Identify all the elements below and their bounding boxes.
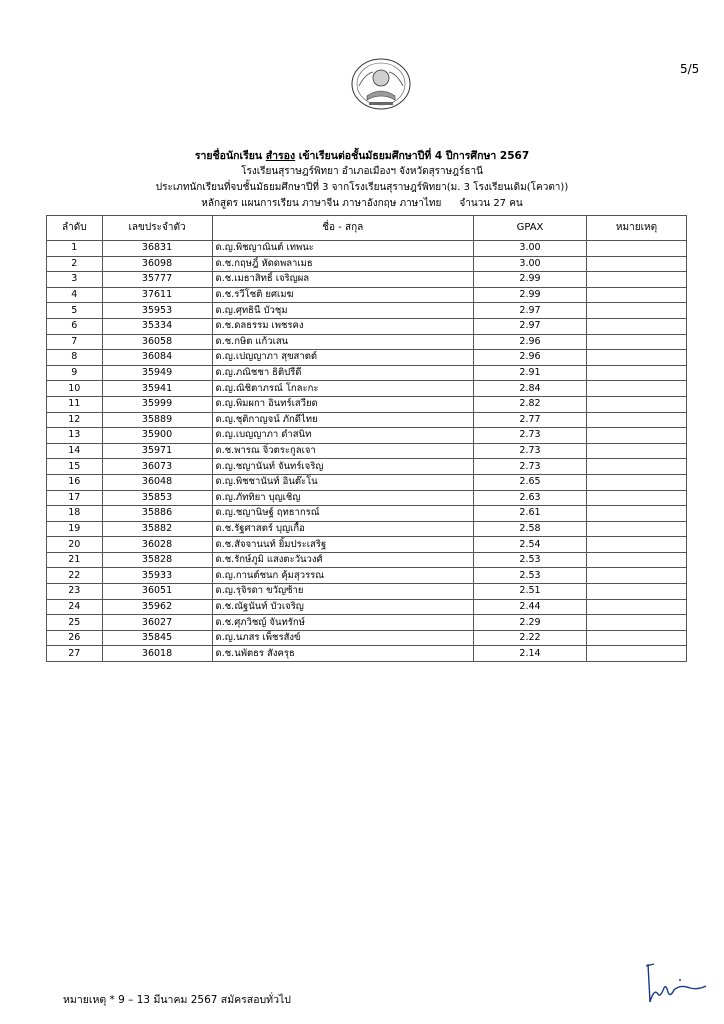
cell-id: 35777 bbox=[102, 272, 212, 288]
cell-no: 4 bbox=[47, 287, 103, 303]
cell-no: 11 bbox=[47, 396, 103, 412]
cell-name: ด.ญ.พิชญาณินต์ เทพนะ bbox=[212, 241, 473, 257]
cell-id: 36084 bbox=[102, 350, 212, 366]
header-id: เลขประจำตัว bbox=[102, 216, 212, 241]
cell-gpax: 2.73 bbox=[473, 443, 586, 459]
cell-id: 36098 bbox=[102, 256, 212, 272]
cell-note bbox=[587, 303, 687, 319]
cell-no: 7 bbox=[47, 334, 103, 350]
cell-id: 35845 bbox=[102, 630, 212, 646]
cell-id: 35971 bbox=[102, 443, 212, 459]
cell-note bbox=[587, 428, 687, 444]
cell-gpax: 2.77 bbox=[473, 412, 586, 428]
page-number: 5/5 bbox=[680, 62, 700, 76]
cell-note bbox=[587, 318, 687, 334]
cell-no: 17 bbox=[47, 490, 103, 506]
cell-id: 35953 bbox=[102, 303, 212, 319]
cell-id: 36027 bbox=[102, 615, 212, 631]
title-prefix: รายชื่อนักเรียน bbox=[194, 150, 266, 162]
cell-gpax: 2.97 bbox=[473, 318, 586, 334]
cell-name: ด.ช.ณัฐนันท์ บัวเจริญ bbox=[212, 599, 473, 615]
cell-id: 35949 bbox=[102, 365, 212, 381]
footer-note: หมายเหตุ * 9 – 13 มีนาคม 2567 สมัครสอบทั่วไป bbox=[63, 994, 291, 1006]
cell-gpax: 2.63 bbox=[473, 490, 586, 506]
table-row bbox=[47, 241, 687, 257]
title-suffix: เข้าเรียนต่อชั้นมัธยมศึกษาปีที่ 4 ปีการศึกษา 2567 bbox=[295, 150, 530, 162]
cell-name: ด.ญ.เบญญาภา ดำสนิท bbox=[212, 428, 473, 444]
cell-gpax: 2.44 bbox=[473, 599, 586, 615]
program-line bbox=[0, 196, 724, 212]
cell-id: 36028 bbox=[102, 537, 212, 553]
cell-name: ด.ญ.พิชชานันท์ อินต๊ะโน bbox=[212, 474, 473, 490]
cell-gpax: 2.54 bbox=[473, 537, 586, 553]
cell-no: 23 bbox=[47, 584, 103, 600]
cell-note bbox=[587, 287, 687, 303]
cell-id: 35828 bbox=[102, 552, 212, 568]
student-table bbox=[46, 215, 687, 662]
table-row bbox=[47, 584, 687, 600]
cell-no: 19 bbox=[47, 521, 103, 537]
cell-gpax: 2.99 bbox=[473, 287, 586, 303]
cell-id: 36831 bbox=[102, 241, 212, 257]
table-row bbox=[47, 568, 687, 584]
cell-gpax: 2.51 bbox=[473, 584, 586, 600]
cell-id: 35889 bbox=[102, 412, 212, 428]
cell-id: 35941 bbox=[102, 381, 212, 397]
cell-id: 35334 bbox=[102, 318, 212, 334]
cell-note bbox=[587, 381, 687, 397]
table-row bbox=[47, 537, 687, 553]
cell-no: 14 bbox=[47, 443, 103, 459]
table-row bbox=[47, 412, 687, 428]
table-row bbox=[47, 381, 687, 397]
cell-id: 35882 bbox=[102, 521, 212, 537]
cell-name: ด.ช.รวีโชติ ยศเมฆ bbox=[212, 287, 473, 303]
cell-no: 2 bbox=[47, 256, 103, 272]
student-count: จำนวน 27 คน bbox=[459, 198, 523, 209]
cell-gpax: 2.84 bbox=[473, 381, 586, 397]
table-row bbox=[47, 287, 687, 303]
cell-id: 35853 bbox=[102, 490, 212, 506]
cell-gpax: 2.53 bbox=[473, 552, 586, 568]
cell-note bbox=[587, 490, 687, 506]
cell-no: 6 bbox=[47, 318, 103, 334]
cell-id: 35962 bbox=[102, 599, 212, 615]
cell-gpax: 3.00 bbox=[473, 256, 586, 272]
cell-no: 22 bbox=[47, 568, 103, 584]
cell-no: 3 bbox=[47, 272, 103, 288]
table-header-row bbox=[47, 216, 687, 241]
cell-note bbox=[587, 584, 687, 600]
cell-name: ด.ญ.ณิชิตาภรณ์ โกละกะ bbox=[212, 381, 473, 397]
cell-no: 27 bbox=[47, 646, 103, 662]
cell-note bbox=[587, 412, 687, 428]
cell-name: ด.ญ.นภสร เพ็ชรสังข์ bbox=[212, 630, 473, 646]
cell-note bbox=[587, 599, 687, 615]
cell-gpax: 2.73 bbox=[473, 459, 586, 475]
cell-gpax: 2.97 bbox=[473, 303, 586, 319]
cell-gpax: 2.58 bbox=[473, 521, 586, 537]
cell-name: ด.ช.กษิต แก้วเสน bbox=[212, 334, 473, 350]
cell-gpax: 2.96 bbox=[473, 334, 586, 350]
cell-note bbox=[587, 521, 687, 537]
cell-gpax: 2.61 bbox=[473, 506, 586, 522]
cell-no: 21 bbox=[47, 552, 103, 568]
table-row bbox=[47, 646, 687, 662]
table-row bbox=[47, 428, 687, 444]
cell-no: 5 bbox=[47, 303, 103, 319]
cell-note bbox=[587, 474, 687, 490]
cell-note bbox=[587, 646, 687, 662]
cell-name: ด.ช.พารณ จิ๋วตระกูลเจา bbox=[212, 443, 473, 459]
table-row bbox=[47, 521, 687, 537]
cell-name: ด.ญ.ศุทธินี บัวชุม bbox=[212, 303, 473, 319]
cell-name: ด.ญ.ชุติกาญจน์ ภักดีไทย bbox=[212, 412, 473, 428]
cell-id: 36048 bbox=[102, 474, 212, 490]
cell-note bbox=[587, 334, 687, 350]
table-row bbox=[47, 459, 687, 475]
cell-no: 20 bbox=[47, 537, 103, 553]
cell-name: ด.ญ.เปญญาภา สุขสาตต์ bbox=[212, 350, 473, 366]
table-row bbox=[47, 552, 687, 568]
cell-gpax: 2.65 bbox=[473, 474, 586, 490]
cell-note bbox=[587, 615, 687, 631]
cell-name: ด.ช.เมธาสิทธิ์ เจริญผล bbox=[212, 272, 473, 288]
cell-no: 9 bbox=[47, 365, 103, 381]
table-row bbox=[47, 272, 687, 288]
cell-no: 15 bbox=[47, 459, 103, 475]
table-row bbox=[47, 365, 687, 381]
cell-id: 35999 bbox=[102, 396, 212, 412]
cell-name: ด.ช.ศุภวิชญ์ จันทรักษ์ bbox=[212, 615, 473, 631]
cell-no: 12 bbox=[47, 412, 103, 428]
cell-no: 8 bbox=[47, 350, 103, 366]
school-line: โรงเรียนสุราษฎร์พิทยา อำเภอเมืองฯ จังหวัดสุราษฎร์ธานี bbox=[241, 166, 483, 177]
cell-id: 36058 bbox=[102, 334, 212, 350]
table-row bbox=[47, 474, 687, 490]
cell-id: 36073 bbox=[102, 459, 212, 475]
cell-gpax: 2.22 bbox=[473, 630, 586, 646]
cell-id: 36051 bbox=[102, 584, 212, 600]
table-row bbox=[47, 599, 687, 615]
cell-id: 37611 bbox=[102, 287, 212, 303]
cell-name: ด.ช.สัจจานนท์ ยิ้มประเสริฐ bbox=[212, 537, 473, 553]
title-underlined-word: สำรอง bbox=[265, 150, 296, 162]
cell-note bbox=[587, 568, 687, 584]
document-title bbox=[0, 148, 724, 164]
cell-no: 25 bbox=[47, 615, 103, 631]
cell-note bbox=[587, 365, 687, 381]
school-emblem-icon bbox=[349, 56, 413, 112]
header-name: ชื่อ - สกุล bbox=[212, 216, 473, 241]
cell-note bbox=[587, 272, 687, 288]
table-row bbox=[47, 630, 687, 646]
cell-no: 24 bbox=[47, 599, 103, 615]
table-row bbox=[47, 615, 687, 631]
cell-no: 16 bbox=[47, 474, 103, 490]
program-text: หลักสูตร แผนการเรียน ภาษาจีน ภาษาอังกฤษ ภาษาไทย bbox=[201, 198, 442, 209]
cell-id: 35933 bbox=[102, 568, 212, 584]
table-row bbox=[47, 443, 687, 459]
cell-note bbox=[587, 630, 687, 646]
cell-note bbox=[587, 537, 687, 553]
cell-no: 10 bbox=[47, 381, 103, 397]
cell-name: ด.ญ.ภัททิยา บุญเชิญ bbox=[212, 490, 473, 506]
cell-name: ด.ช.กฤษฎิ์ หัดดพลาเมธ bbox=[212, 256, 473, 272]
table-row bbox=[47, 396, 687, 412]
cell-note bbox=[587, 506, 687, 522]
cell-id: 36018 bbox=[102, 646, 212, 662]
table-row bbox=[47, 334, 687, 350]
cell-gpax: 2.82 bbox=[473, 396, 586, 412]
cell-note bbox=[587, 459, 687, 475]
cell-name: ด.ช.รักษ์ภูมิ แสงตะวันวงศ์ bbox=[212, 552, 473, 568]
cell-name: ด.ช.รัฐศาสตร์ บุญเกื้อ bbox=[212, 521, 473, 537]
cell-gpax: 2.91 bbox=[473, 365, 586, 381]
cell-note bbox=[587, 396, 687, 412]
cell-note bbox=[587, 241, 687, 257]
cell-gpax: 2.99 bbox=[473, 272, 586, 288]
cell-name: ด.ญ.พิมผกา อินทร์เสวียด bbox=[212, 396, 473, 412]
table-row bbox=[47, 506, 687, 522]
cell-name: ด.ญ.ภณิชชา ธิติปรีดี bbox=[212, 365, 473, 381]
cell-gpax: 2.96 bbox=[473, 350, 586, 366]
cell-id: 35900 bbox=[102, 428, 212, 444]
table-row bbox=[47, 490, 687, 506]
cell-no: 13 bbox=[47, 428, 103, 444]
cell-id: 35886 bbox=[102, 506, 212, 522]
table-row bbox=[47, 350, 687, 366]
cell-note bbox=[587, 350, 687, 366]
cell-gpax: 3.00 bbox=[473, 241, 586, 257]
cell-name: ด.ช.นพัตธร สังครุธ bbox=[212, 646, 473, 662]
cell-name: ด.ญ.ชญานันท์ จันทร์เจริญ bbox=[212, 459, 473, 475]
cell-no: 18 bbox=[47, 506, 103, 522]
table-row bbox=[47, 318, 687, 334]
header-gpax: GPAX bbox=[473, 216, 586, 241]
cell-gpax: 2.14 bbox=[473, 646, 586, 662]
cell-gpax: 2.29 bbox=[473, 615, 586, 631]
header-note: หมายเหตุ bbox=[587, 216, 687, 241]
cell-no: 1 bbox=[47, 241, 103, 257]
table-row bbox=[47, 256, 687, 272]
cell-note bbox=[587, 443, 687, 459]
cell-name: ด.ญ.ชญานิษฐ์ ฤทธากรณ์ bbox=[212, 506, 473, 522]
cell-note bbox=[587, 552, 687, 568]
cell-name: ด.ช.ดลธรรม เพชรคง bbox=[212, 318, 473, 334]
cell-note bbox=[587, 256, 687, 272]
cell-name: ด.ญ.กานต์ชนก คุ้มสุวรรณ bbox=[212, 568, 473, 584]
handwritten-signature-icon bbox=[640, 958, 710, 1008]
cell-gpax: 2.53 bbox=[473, 568, 586, 584]
cell-no: 26 bbox=[47, 630, 103, 646]
header-no: ลำดับ bbox=[47, 216, 103, 241]
cell-gpax: 2.73 bbox=[473, 428, 586, 444]
category-line: ประเภทนักเรียนที่จบชั้นมัธยมศึกษาปีที่ 3 จากโรงเรียนสุราษฎร์พิทยา(ม. 3 โรงเรียนเดิม(โควตา)) bbox=[155, 182, 569, 193]
table-row bbox=[47, 303, 687, 319]
cell-name: ด.ญ.รุจิรดา ขวัญซ้าย bbox=[212, 584, 473, 600]
